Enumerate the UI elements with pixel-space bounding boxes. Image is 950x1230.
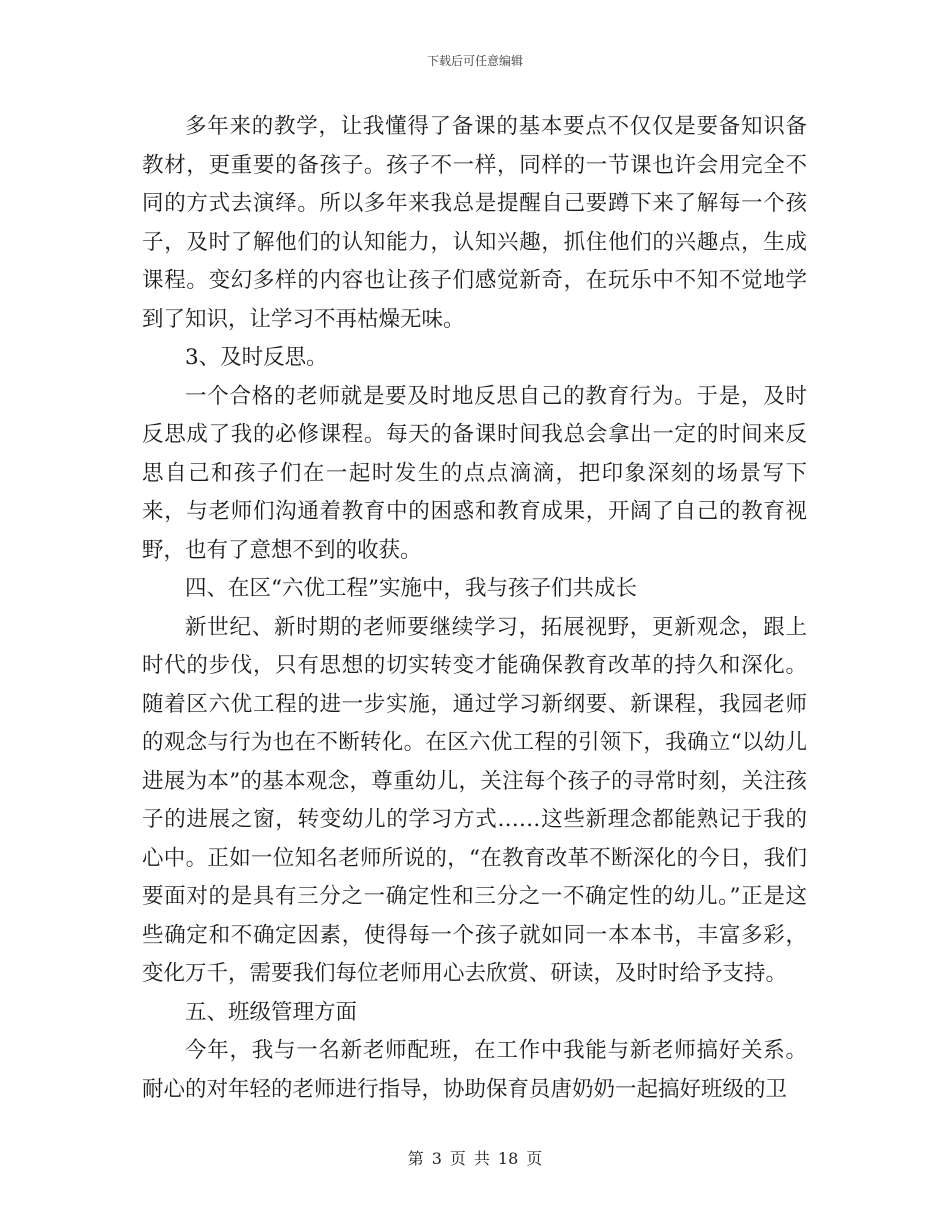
page-header: 下载后可任意编辑	[426, 54, 523, 68]
paragraph-lesson-prep: 多年来的教学，让我懂得了备课的基本要点不仅仅是要备知识备教材，更重要的备孩子。孩子不一样，同样的一节课也许会用完全不同的方式去演绎。所以多年来我总是提醒自己要蹲下来了解每一个孩子，及时了解他们的认知能力，认知兴趣，抓住他们的兴趣点，生成课程。变幻多样的内容也让孩子们感觉新奇，在玩乐中不知不觉地学到了知识，让学习不再枯燥无味。	[142, 114, 807, 332]
footer-prefix: 第	[407, 1149, 424, 1168]
paragraph-six-excellence: 新世纪、新时期的老师要继续学习，拓展视野，更新观念，跟上时代的步伐，只有思想的切实转变才能确保教育改革的持久和深化。随着区六优工程的进一步实施，通过学习新纲要、新课程，我园老师的观念与行为也在不断转化。在区六优工程的引领下，我确立“以幼儿进展为本”的基本观念，尊重幼儿，关注每个孩子的寻常时刻，关注孩子的进展之窗，转变幼儿的学习方式……这些新理念都能熟记于我的心中。正如一位知名老师所说的，“在教育改革不断深化的今日，我们要面对的是具有三分之一确定性和三分之一不确定性的幼儿。”正是这些确定和不确定因素，使得每一个孩子就如同一本本书，丰富多彩，变化万千，需要我们每位老师用心去欣赏、研读，及时时给予支持。	[142, 614, 807, 986]
current-page-number: 3	[431, 1149, 442, 1168]
total-page-count: 18	[497, 1149, 519, 1168]
footer-suffix: 页	[526, 1149, 543, 1168]
paragraph-reflection: 一个合格的老师就是要及时地反思自己的教育行为。于是，及时反思成了我的必修课程。每天的备课时间我总会拿出一定的时间来反思自己和孩子们在一起时发生的点点滴滴，把印象深刻的场景写下来，与老师们沟通着教育中的困惑和教育成果，开阔了自己的教育视野，也有了意想不到的收获。	[142, 383, 807, 563]
paragraph-class-management: 今年，我与一名新老师配班，在工作中我能与新老师搞好关系。耐心的对年轻的老师进行指导，协助保育员唐奶奶一起搞好班级的卫	[142, 1038, 807, 1102]
heading-six-excellence: 四、在区“六优工程”实施中，我与孩子们共成长	[185, 576, 637, 601]
footer-page-label: 页	[449, 1149, 466, 1168]
page-footer	[0, 1146, 950, 1169]
heading-class-management: 五、班级管理方面	[185, 999, 358, 1025]
heading-reflection: 3、及时反思。	[185, 345, 328, 370]
footer-total-label: 共	[473, 1149, 490, 1168]
document-body	[142, 108, 807, 1109]
